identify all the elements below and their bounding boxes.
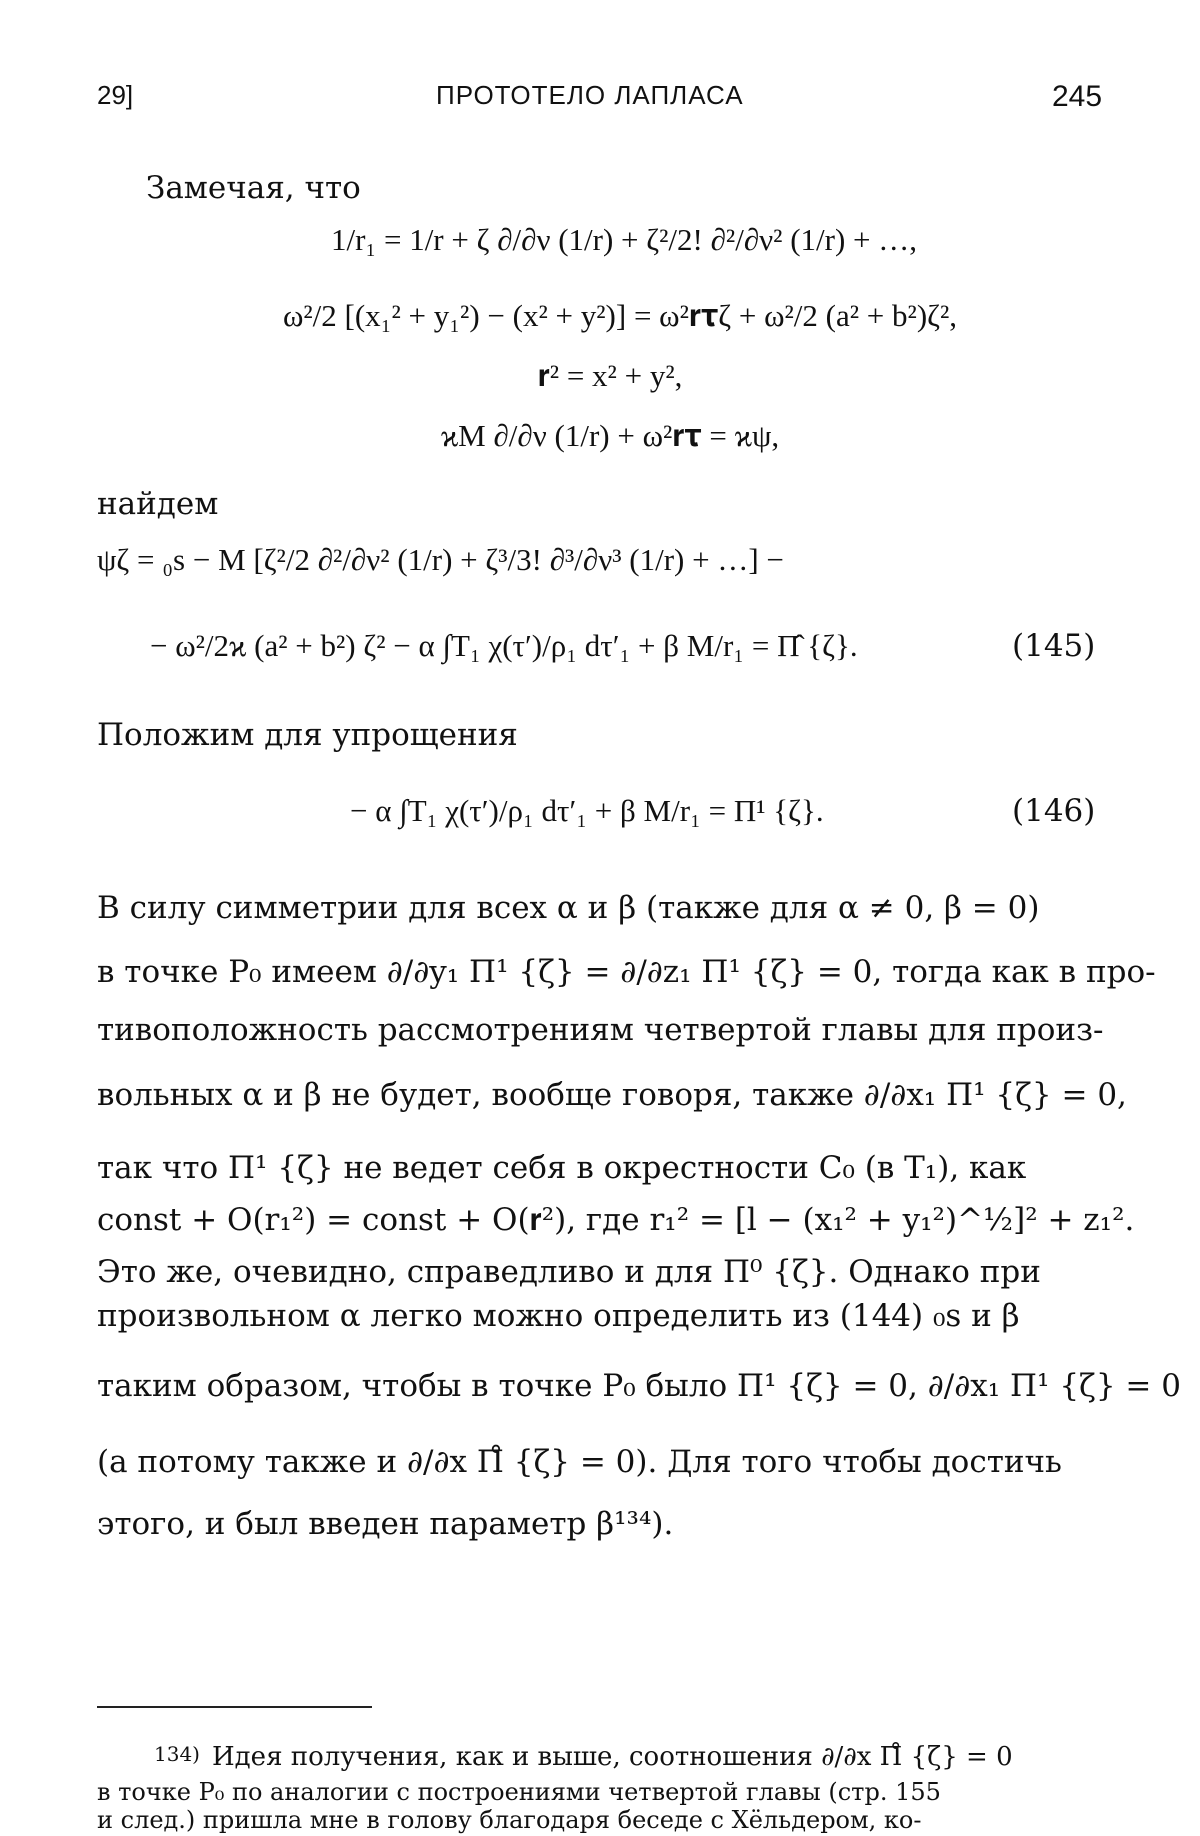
- paragraph-line-9: таким образом, чтобы в точке P₀ было Π¹ {ζ} = 0, ∂/∂x₁ Π¹ {ζ} = 0: [97, 1368, 1181, 1404]
- equation-r-squared: 𝐫² = x² + y²,: [537, 358, 683, 393]
- section-number: 29]: [97, 80, 134, 110]
- paragraph-line-6: const + O(r₁²) = const + O(𝐫²), где r₁² = [l − (x₁² + y₁²)^½]² + z₁².: [97, 1202, 1135, 1238]
- equation-145-line1: ψζ = ₀s − M [ζ²/2 ∂²/∂ν² (1/r) + ζ³/3! ∂³/∂ν³ (1/r) + …] −: [97, 542, 784, 577]
- text-simplify: Положим для упрощения: [97, 717, 518, 753]
- footnote-marker: 134): [154, 1742, 200, 1766]
- equation-number-146: (146): [1012, 793, 1096, 829]
- intro-text: Замечая, что: [146, 170, 361, 206]
- page-number: 245: [1052, 80, 1103, 113]
- text-naidem: найдем: [97, 486, 219, 522]
- equation-number-145: (145): [1012, 628, 1096, 664]
- footnote-line-2: в точке P₀ по аналогии с построениями четвертой главы (стр. 155: [97, 1778, 941, 1806]
- paragraph-line-2: в точке P₀ имеем ∂/∂y₁ Π¹ {ζ} = ∂/∂z₁ Π¹ {ζ} = 0, тогда как в про-: [97, 954, 1156, 990]
- paragraph-line-4: вольных α и β не будет, вообще говоря, также ∂/∂x₁ Π¹ {ζ} = 0,: [97, 1077, 1127, 1113]
- footnote-line-1: Идея получения, как и выше, соотношения ∂/∂x Π̊ {ζ} = 0: [212, 1742, 1013, 1772]
- paragraph-line-10: (а потому также и ∂/∂x Π̊ {ζ} = 0). Для того чтобы достичь: [97, 1444, 1062, 1480]
- equation-146: − α ∫T₁ χ(τ′)/ρ₁ dτ′₁ + β M/r₁ = Π¹ {ζ}.: [350, 793, 824, 828]
- paragraph-line-8: произвольном α легко можно определить из (144) ₀s и β: [97, 1298, 1020, 1334]
- paragraph-line-5: так что Π¹ {ζ} не ведет себя в окрестности C₀ (в T₁), как: [97, 1150, 1027, 1186]
- equation-series-1-over-r1: 1/r₁ = 1/r + ζ ∂/∂ν (1/r) + ζ²/2! ∂²/∂ν² (1/r) + …,: [330, 222, 918, 257]
- equation-rotation-term: ω²/2 [(x₁² + y₁²) − (x² + y²)] = ω²𝐫𝛕ζ + ω²/2 (a² + b²)ζ²,: [282, 298, 958, 333]
- paragraph-line-11: этого, и был введен параметр β¹³⁴).: [97, 1506, 674, 1542]
- paragraph-line-1: В силу симметрии для всех α и β (также для α ≠ 0, β = 0): [97, 890, 1040, 926]
- equation-psi-definition: ϰM ∂/∂ν (1/r) + ω²𝐫𝛕 = ϰψ,: [440, 418, 780, 453]
- footnote-separator: [97, 1706, 372, 1708]
- paragraph-line-3: тивоположность рассмотрениям четвертой главы для произ-: [97, 1012, 1104, 1048]
- footnote-line-3: и след.) пришла мне в голову благодаря беседе с Хёльдером, ко-: [97, 1806, 922, 1834]
- paragraph-line-7: Это же, очевидно, справедливо и для Π⁰ {ζ}. Однако при: [97, 1254, 1041, 1290]
- equation-145-line2: − ω²/2ϰ (a² + b²) ζ² − α ∫T₁ χ(τ′)/ρ₁ dτ′₁ + β M/r₁ = Π̂ {ζ}.: [150, 628, 858, 663]
- running-title: ПРОТОТЕЛО ЛАПЛАСА: [436, 80, 744, 110]
